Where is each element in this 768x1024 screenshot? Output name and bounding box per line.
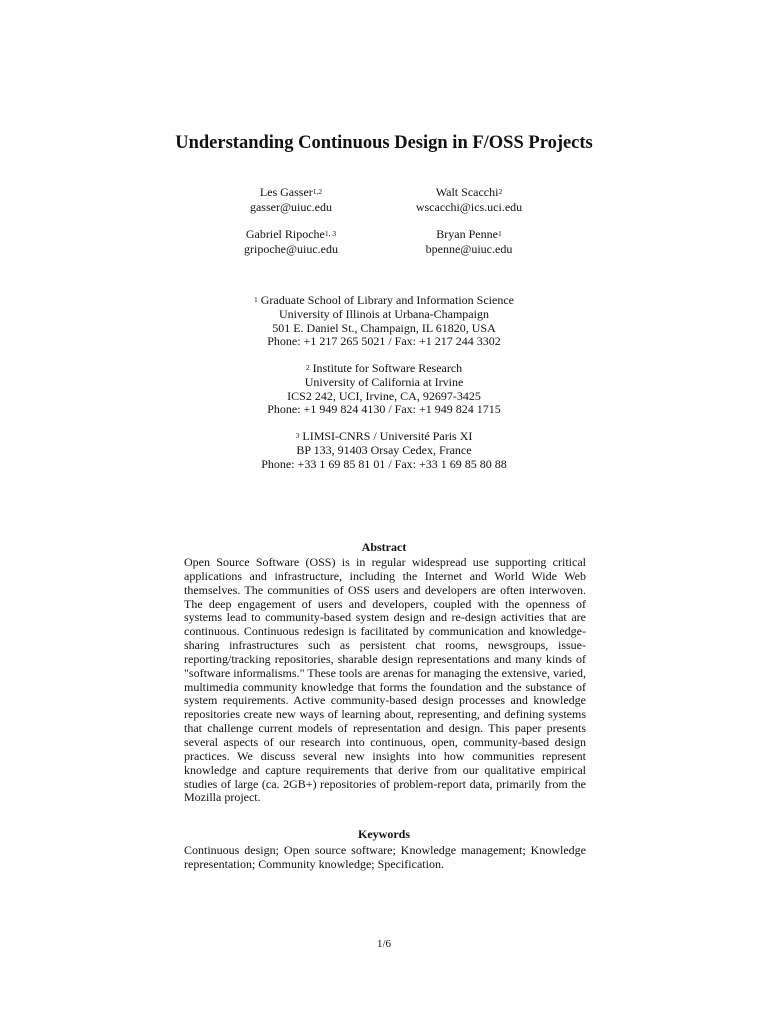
affiliation-sup: 1 [254,295,258,304]
abstract-text: Open Source Software (OSS) is in regular widespread use supporting critical applications and infrastructure, including the Internet and World Wide Web themselves. The communities of OSS users and developers are often interwoven. The deep engagement of users and developers, coupled with the openness of systems lead to community-based system design and re-design activities that are continuous. Continuous redesign is facilitated by communication and knowledge-sharing infrastructures such as persistent chat rooms, newsgroups, issue-reporting/tracking repositories, sharable design representations and many kinds of "software informalisms." These tools are arenas for managing the extensive, varied, multimedia community knowledge that forms the foundation and the substance of system requirements. Active community-based design processes and knowledge repositories create new ways of learning about, representing, and defining systems that challenge current models of representation and design. This paper presents several aspects of our research into continuous, open, community-based design practices. We discuss several new insights into how communities represent knowledge and capture requirements that derive from our qualitative empirical studies of large (ca. 2GB+) repositories of problem-report data, primarily from the Mozilla project. [184,555,586,805]
author-email: bpenne@uiuc.edu [425,242,513,256]
affiliation-block [0,294,768,349]
affiliation-sup: 2 [305,363,310,372]
author-email: gasser@uiuc.edu [249,200,333,214]
author-block [191,227,391,257]
affiliation-line: ICS2 242, UCI, Irvine, CA, 92697-3425 [287,388,481,403]
author-block [369,227,569,257]
author-affil-sup: 2 [498,187,503,196]
affiliation-line: University of Illinois at Urbana-Champaign [279,306,489,321]
author-email: wscacchi@ics.uci.edu [415,200,523,214]
author-block [191,185,391,215]
affiliation-line: Phone: +1 949 824 4130 / Fax: +1 949 824 1715 [267,402,501,417]
abstract-heading: Abstract [361,540,407,554]
author-name: Gabriel Ripoche [245,227,325,241]
page-number: 1/6 [376,938,392,950]
affiliation-line: LIMSI-CNRS / Université Paris XI [302,429,473,443]
paper-title: Understanding Continuous Design in F/OSS Projects [175,133,593,153]
author-name: Bryan Penne [436,227,498,241]
affiliation-line: Phone: +1 217 265 5021 / Fax: +1 217 244 3302 [267,334,501,349]
affiliation-line: Institute for Software Research [312,361,463,375]
affiliation-line: Graduate School of Library and Information Science [260,293,514,307]
affiliation-block [0,430,768,471]
author-email: gripoche@uiuc.edu [243,242,339,256]
keywords-heading: Keywords [358,827,410,841]
keywords-text: Continuous design; Open source software; Knowledge management; Knowledge representation; Community knowledge; Specification. [184,843,586,871]
author-affil-sup: 1, 3 [324,229,337,238]
affiliation-block [0,362,768,417]
affiliation-line: 501 E. Daniel St., Champaign, IL 61820, USA [272,320,496,335]
author-block [369,185,569,215]
author-name: Les Gasser [259,185,313,199]
author-name: Walt Scacchi [435,185,499,199]
author-affil-sup: 1,2 [312,187,323,196]
author-affil-sup: 1 [497,229,502,238]
affiliation-sup: 3 [295,431,300,440]
affiliation-line: University of California at Irvine [304,374,464,389]
affiliation-line: BP 133, 91403 Orsay Cedex, France [296,442,472,457]
affiliation-line: Phone: +33 1 69 85 81 01 / Fax: +33 1 69 85 80 88 [261,456,507,471]
